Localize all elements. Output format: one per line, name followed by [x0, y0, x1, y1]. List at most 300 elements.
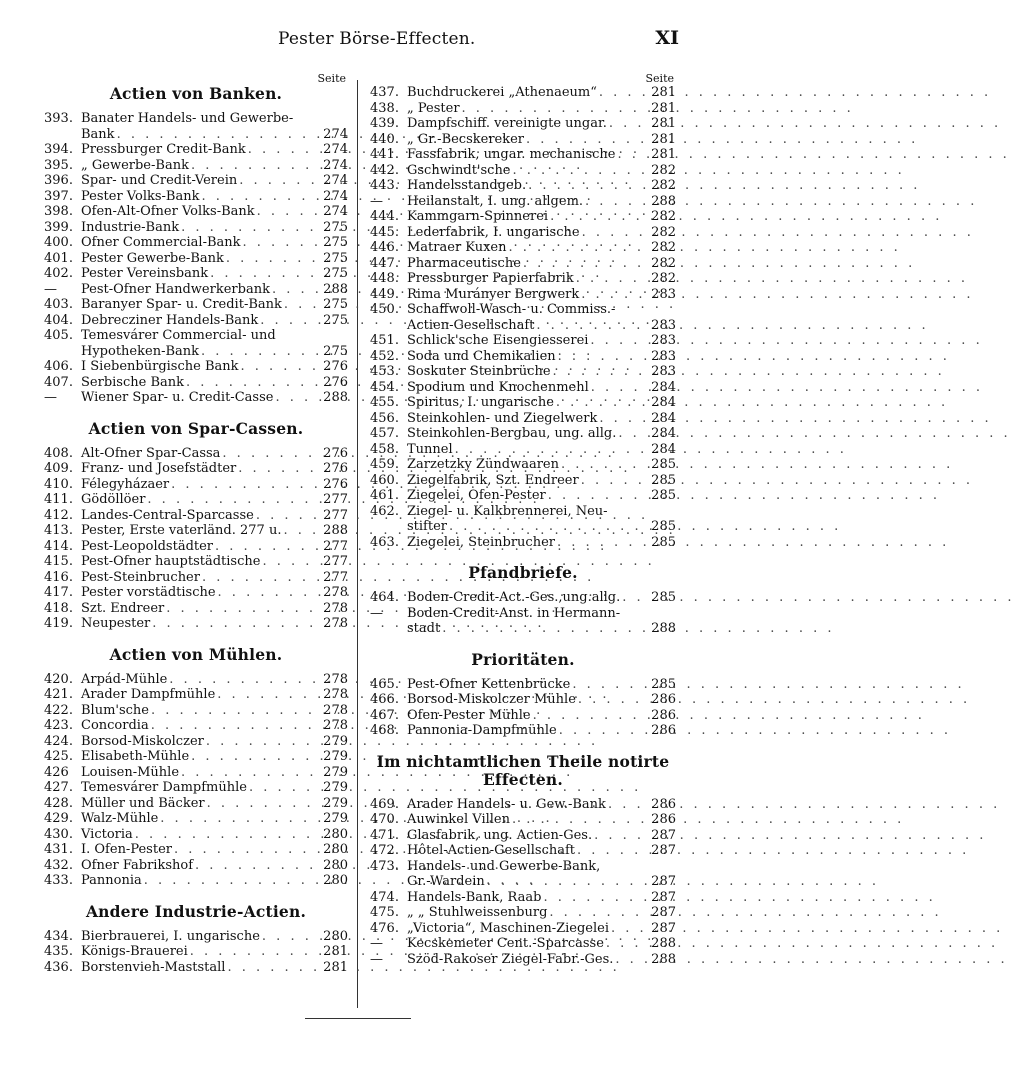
- entry-number: 406.: [44, 359, 73, 374]
- entry-number: 394.: [44, 142, 73, 157]
- entry-page: 281: [651, 131, 676, 147]
- entry-number: 466.: [370, 692, 399, 707]
- entry-title: Baranyer Spar- u. Credit-Bank: [81, 297, 282, 312]
- entry-title: Bank: [81, 126, 115, 142]
- entry-number: 401.: [44, 250, 73, 266]
- dot-leader: [201, 344, 321, 360]
- index-entry: [44, 282, 348, 298]
- index-entry: [370, 302, 676, 318]
- entry-page: 275: [323, 312, 348, 328]
- running-title: Pester Börse-Effecten.: [278, 29, 476, 49]
- dot-leader: [576, 271, 649, 287]
- index-entry: [44, 554, 348, 570]
- index-entry: [370, 178, 676, 194]
- entry-number: 444.: [370, 209, 399, 224]
- entry-title: Banater Handels- und Gewerbe-: [81, 111, 294, 126]
- entry-title: Pressburger Credit-Bank: [81, 142, 246, 157]
- dot-leader: [262, 929, 321, 945]
- entry-page: 280: [323, 928, 348, 944]
- page-header: [0, 29, 711, 57]
- entry-title: Boden-Credit-Anst. in Hermann-: [407, 605, 621, 621]
- entry-title: Hôtel-Actien-Gesellschaft: [407, 843, 576, 858]
- entry-number: 452.: [370, 348, 399, 364]
- dot-leader: [455, 442, 650, 458]
- index-entry: [44, 189, 348, 205]
- index-entry: [44, 359, 348, 375]
- entry-page: 288: [323, 523, 348, 538]
- entry-page: 283: [651, 348, 676, 364]
- entry-page: 288: [651, 193, 676, 209]
- dot-leader: [227, 960, 321, 976]
- entry-number: 440.: [370, 131, 399, 147]
- index-entry: [44, 173, 348, 189]
- index-entry: [370, 874, 676, 890]
- entry-number: 429.: [44, 811, 73, 826]
- entry-title: Pest-Ofner Handwerkerbank: [81, 281, 270, 297]
- index-entry: [370, 457, 676, 473]
- dot-leader: [226, 251, 321, 267]
- entry-page: 284: [651, 379, 676, 395]
- dot-leader: [210, 266, 321, 282]
- entry-title: Ziegel- u. Kalkbrennerei, Neu-: [407, 503, 608, 519]
- entry-page: 274: [323, 204, 348, 219]
- entry-title: Pharmaceutische: [407, 255, 521, 271]
- entry-number: 438.: [370, 100, 399, 116]
- dot-leader: [550, 209, 649, 225]
- entry-title: Dampfschiff. vereinigte ungar.: [407, 116, 607, 131]
- index-entry: [370, 147, 676, 163]
- entry-number: 456.: [370, 410, 399, 426]
- entry-title: Szt. Endreer: [81, 600, 165, 616]
- index-entry: [44, 266, 348, 282]
- entry-page: 285: [651, 676, 676, 692]
- dot-leader: [553, 364, 650, 380]
- entry-number: 447.: [370, 255, 399, 271]
- index-entry: [370, 349, 676, 365]
- entry-number: 428.: [44, 795, 73, 811]
- entry-number: 409.: [44, 461, 73, 476]
- dot-leader: [151, 718, 321, 734]
- entry-number: 457.: [370, 426, 399, 441]
- entry-page: 282: [651, 240, 676, 255]
- entry-title: Borstenvieh-Maststall: [81, 959, 226, 975]
- entry-page: 288: [651, 621, 676, 636]
- dot-leader: [590, 333, 649, 349]
- entry-page: 285: [651, 472, 676, 488]
- entry-page: 279: [323, 795, 348, 811]
- entry-title: stadt: [407, 621, 441, 636]
- entry-title: Schlick'sche Eisengiesserei: [407, 333, 589, 348]
- index-entry: [370, 132, 676, 148]
- entry-title: Ofner Commercial-Bank: [81, 235, 241, 250]
- entry-number: 436.: [44, 959, 73, 975]
- index-entry: [370, 426, 676, 442]
- dot-leader: [249, 780, 321, 796]
- entry-page: 274: [323, 157, 348, 173]
- index-entry: [44, 344, 348, 360]
- entry-page: 274: [323, 173, 348, 188]
- entry-number: 423.: [44, 718, 73, 733]
- section-heading: Pfandbriefe.: [468, 563, 578, 582]
- dot-leader: [582, 225, 650, 241]
- entry-number: —: [370, 936, 383, 951]
- entry-title: Elisabeth-Mühle: [81, 749, 190, 764]
- entry-number: 449.: [370, 286, 399, 302]
- left-column: [44, 72, 348, 975]
- entry-number: —: [44, 390, 57, 405]
- entry-number: 414.: [44, 538, 73, 554]
- index-entry: [370, 621, 676, 637]
- dot-leader: [528, 178, 649, 194]
- index-entry: [44, 297, 348, 313]
- entry-number: 476.: [370, 920, 399, 936]
- entry-number: 451.: [370, 333, 399, 348]
- index-entry: [44, 780, 348, 796]
- entry-title: Handels- und Gewerbe-Bank,: [407, 858, 601, 874]
- index-entry: [44, 796, 348, 812]
- index-entry: [44, 220, 348, 236]
- dot-leader: [166, 601, 321, 617]
- index-entry: [44, 718, 348, 734]
- index-entry: [370, 723, 676, 739]
- index-entry: [370, 411, 676, 427]
- index-entry: [44, 523, 348, 539]
- entry-title: Buchdruckerei „Athenaeum“: [407, 85, 597, 100]
- entry-number: 407.: [44, 374, 73, 390]
- dot-leader: [284, 297, 321, 313]
- dot-leader: [151, 703, 321, 719]
- entry-page: 281: [651, 147, 676, 162]
- entry-page: 274: [323, 126, 348, 142]
- seite-label: Seite: [645, 72, 674, 85]
- index-entry: [44, 446, 348, 462]
- entry-page: 280: [323, 857, 348, 873]
- entry-title: Industrie-Bank: [81, 219, 180, 235]
- entry-number: 432.: [44, 857, 73, 873]
- entry-page: 278: [323, 600, 348, 616]
- entry-number: 459.: [370, 457, 399, 472]
- entry-page: 281: [651, 116, 676, 131]
- entry-number: —: [370, 605, 383, 621]
- dot-leader: [611, 921, 649, 937]
- entry-number: 434.: [44, 928, 73, 944]
- entry-number: 460.: [370, 472, 399, 488]
- dot-leader: [181, 220, 321, 236]
- entry-title: „ Gewerbe-Bank: [81, 157, 189, 173]
- entry-page: 277: [323, 538, 348, 554]
- entry-number: —: [370, 193, 383, 209]
- entry-title: Walz-Mühle: [81, 811, 159, 826]
- index-entry: [370, 225, 676, 241]
- index-entry: [44, 375, 348, 391]
- index-entry: [44, 508, 348, 524]
- dot-leader: [117, 127, 322, 143]
- entry-page: 275: [323, 219, 348, 235]
- entry-number: 431.: [44, 842, 73, 857]
- entry-number: 398.: [44, 204, 73, 219]
- entry-title: Ofen-Alt-Ofner Volks-Bank: [81, 204, 255, 219]
- entry-number: 433.: [44, 873, 73, 888]
- entry-page: 277: [323, 569, 348, 585]
- entry-number: 419.: [44, 616, 73, 631]
- entry-title: Königs-Brauerei: [81, 944, 188, 959]
- entry-page: 279: [323, 764, 348, 780]
- dot-leader: [557, 535, 649, 551]
- dot-leader: [181, 765, 321, 781]
- section-heading: Actien von Banken.: [109, 84, 283, 103]
- footer-rule: [305, 1018, 411, 1019]
- entry-title: Gr.-Wardein: [407, 874, 485, 889]
- dot-leader: [608, 797, 649, 813]
- index-entry: [370, 812, 676, 828]
- entry-page: 285: [651, 590, 676, 605]
- entry-number: 445.: [370, 224, 399, 240]
- dot-leader: [217, 687, 321, 703]
- entry-page: 278: [323, 671, 348, 687]
- entry-title: Ziegelei, Steinbrucher: [407, 534, 555, 550]
- entry-number: 410.: [44, 476, 73, 492]
- dot-leader: [262, 554, 321, 570]
- section-heading: Andere Industrie-Actien.: [85, 901, 307, 921]
- entry-number: 417.: [44, 585, 73, 600]
- entry-number: 426: [44, 764, 69, 780]
- section-heading: Actien von Mühlen.: [109, 644, 283, 664]
- dot-leader: [239, 173, 321, 189]
- entry-title: Temesvárer Dampfmühle: [81, 780, 247, 795]
- dot-leader: [243, 235, 322, 251]
- dot-leader: [283, 523, 321, 539]
- dot-leader: [222, 446, 321, 462]
- entry-title: Blum'sche: [81, 702, 150, 718]
- entry-number: 473.: [370, 858, 399, 874]
- entry-page: 276: [323, 476, 348, 492]
- dot-leader: [206, 734, 321, 750]
- entry-title: Schaffwoll-Wasch- u. Commiss.-: [407, 302, 616, 317]
- index-entry: [370, 921, 676, 937]
- dot-leader: [207, 796, 322, 812]
- index-entry: [44, 601, 348, 617]
- entry-number: 415.: [44, 554, 73, 569]
- entry-title: I. Ofen-Pester: [81, 842, 172, 857]
- dot-leader: [442, 621, 649, 637]
- index-entry: [44, 158, 348, 174]
- entry-title: Pester Volks-Bank: [81, 188, 200, 204]
- entry-title: Pressburger Papierfabrik: [407, 271, 574, 286]
- entry-page: 284: [651, 395, 676, 410]
- entry-page: 280: [323, 873, 348, 888]
- entry-page: 278: [323, 616, 348, 631]
- entry-number: 411.: [44, 492, 73, 507]
- entry-number: 472.: [370, 843, 399, 858]
- entry-page: 275: [323, 235, 348, 250]
- dot-leader: [487, 874, 649, 890]
- dot-leader: [512, 812, 649, 828]
- index-entry: [370, 271, 676, 287]
- entry-page: 283: [651, 286, 676, 302]
- entry-number: 470.: [370, 812, 399, 827]
- index-entry: [370, 116, 676, 132]
- entry-title: Borsod-Miskolczer: [81, 733, 204, 749]
- dot-leader: [260, 313, 321, 329]
- entry-number: 421.: [44, 687, 73, 702]
- index-entry: [370, 442, 676, 458]
- index-entry: [44, 749, 348, 765]
- dot-leader: [578, 692, 649, 708]
- index-entry: [44, 204, 348, 220]
- entry-title: Müller und Bäcker: [81, 795, 205, 811]
- dot-leader: [558, 349, 650, 365]
- section-heading: Im nichtamtlichen Theile notirte Effecten.: [376, 751, 670, 789]
- seite-label: Seite: [317, 72, 346, 85]
- entry-number: 425.: [44, 749, 73, 764]
- index-entry: [44, 687, 348, 703]
- entry-number: 416.: [44, 569, 73, 585]
- entry-page: 286: [651, 796, 676, 812]
- entry-page: 285: [651, 534, 676, 550]
- index-entry: [370, 333, 676, 349]
- entry-number: 455.: [370, 395, 399, 410]
- entry-page: 279: [323, 780, 348, 795]
- dot-leader: [248, 142, 321, 158]
- index-entry: [370, 708, 676, 724]
- index-entry: [370, 256, 676, 272]
- entry-page: 283: [651, 317, 676, 333]
- entry-page: 281: [323, 959, 348, 975]
- entry-page: 285: [651, 519, 676, 534]
- dot-leader: [513, 163, 650, 179]
- entry-page: 287: [651, 827, 676, 843]
- dot-leader: [599, 85, 649, 101]
- entry-number: 404.: [44, 312, 73, 328]
- entry-page: 287: [651, 905, 676, 920]
- index-entry: [44, 477, 348, 493]
- entry-page: 277: [323, 554, 348, 569]
- dot-leader: [549, 905, 649, 921]
- entry-number: 468.: [370, 723, 399, 738]
- dot-leader: [523, 256, 649, 272]
- entry-number: 397.: [44, 188, 73, 204]
- entry-number: 467.: [370, 707, 399, 723]
- entry-page: 286: [651, 723, 676, 738]
- entry-page: 283: [651, 333, 676, 348]
- entry-page: 276: [323, 445, 348, 461]
- dot-leader: [152, 616, 321, 632]
- dot-leader: [594, 828, 649, 844]
- index-entry: [370, 535, 676, 551]
- entry-number: 412.: [44, 507, 73, 523]
- index-entry: [370, 240, 676, 256]
- entry-title: Soda und Chemikalien: [407, 348, 556, 364]
- dot-leader: [462, 101, 650, 117]
- dot-leader: [577, 843, 649, 859]
- entry-page: 282: [651, 271, 676, 286]
- index-entry: [44, 944, 348, 960]
- dot-leader: [556, 395, 649, 411]
- dot-leader: [147, 492, 321, 508]
- index-entry: [44, 127, 348, 143]
- dot-leader: [622, 590, 649, 606]
- entry-page: 279: [323, 811, 348, 826]
- entry-number: 418.: [44, 600, 73, 616]
- entry-title: Victoria: [81, 826, 133, 842]
- dot-leader: [561, 457, 649, 473]
- entry-number: 399.: [44, 219, 73, 235]
- entry-title: Steinkohlen- und Ziegelwerk: [407, 410, 598, 426]
- index-entry: [370, 890, 676, 906]
- dot-leader: [509, 240, 650, 256]
- entry-title: Ofner Fabrikshof: [81, 857, 194, 873]
- entry-title: Pannonia-Dampfmühle: [407, 723, 557, 738]
- entry-number: 437.: [370, 85, 399, 100]
- entry-title: Concordia: [81, 718, 149, 733]
- entry-number: 443.: [370, 178, 399, 193]
- entry-number: 469.: [370, 796, 399, 812]
- dot-leader: [256, 508, 321, 524]
- dot-leader: [272, 282, 321, 298]
- entry-title: „ „ Stuhlweissenburg: [407, 905, 548, 920]
- entry-title: Glasfabrik, ung. Actien-Ges.: [407, 827, 593, 843]
- entry-title: Gödöllöer: [81, 492, 146, 507]
- entry-number: 405.: [44, 328, 73, 343]
- entry-page: 286: [651, 692, 676, 707]
- index-entry: [44, 313, 348, 329]
- dot-leader: [215, 539, 321, 555]
- entry-page: 288: [323, 390, 348, 405]
- dot-leader: [275, 390, 321, 406]
- dot-leader: [191, 158, 321, 174]
- entry-title: Pest-Leopoldstädter: [81, 538, 214, 554]
- entry-page: 276: [323, 374, 348, 390]
- entry-page: 276: [323, 461, 348, 476]
- entry-page: 278: [323, 702, 348, 718]
- entry-title: Pester vorstädtische: [81, 585, 216, 600]
- index-entry: [370, 692, 676, 708]
- entry-page: 281: [651, 100, 676, 116]
- index-entry: [44, 842, 348, 858]
- entry-title: Pest-Ofner hauptstädtische: [81, 554, 261, 569]
- dot-leader: [201, 189, 321, 205]
- entry-page: 287: [651, 920, 676, 936]
- index-entry: [44, 251, 348, 267]
- dot-leader: [174, 842, 321, 858]
- entry-number: 462.: [370, 503, 399, 519]
- entry-page: 284: [651, 410, 676, 426]
- index-entry: [370, 209, 676, 225]
- entry-number: 471.: [370, 827, 399, 843]
- entry-page: 282: [651, 209, 676, 224]
- entry-title: Pester Vereinsbank: [81, 266, 209, 281]
- entry-page: 277: [323, 507, 348, 523]
- index-entry: [44, 390, 348, 406]
- index-entry: [44, 328, 348, 344]
- index-entry: [370, 797, 676, 813]
- entry-title: „ Pester: [407, 100, 460, 116]
- dot-leader: [533, 708, 650, 724]
- entry-title: Steinkohlen-Bergbau, ung. allg.: [407, 426, 617, 441]
- index-entry: [370, 318, 676, 334]
- index-entry: [370, 194, 676, 210]
- dot-leader: [190, 944, 321, 960]
- entry-page: 287: [651, 874, 676, 889]
- entry-title: Tunnel: [407, 441, 453, 457]
- entry-page: 282: [651, 178, 676, 193]
- entry-number: 454.: [370, 379, 399, 395]
- entry-page: 282: [651, 162, 676, 178]
- entry-title: Alt-Ofner Spar-Cassa: [81, 445, 221, 461]
- section-heading: Prioritäten.: [471, 649, 575, 669]
- entry-page: 286: [651, 812, 676, 827]
- dot-leader: [581, 287, 649, 303]
